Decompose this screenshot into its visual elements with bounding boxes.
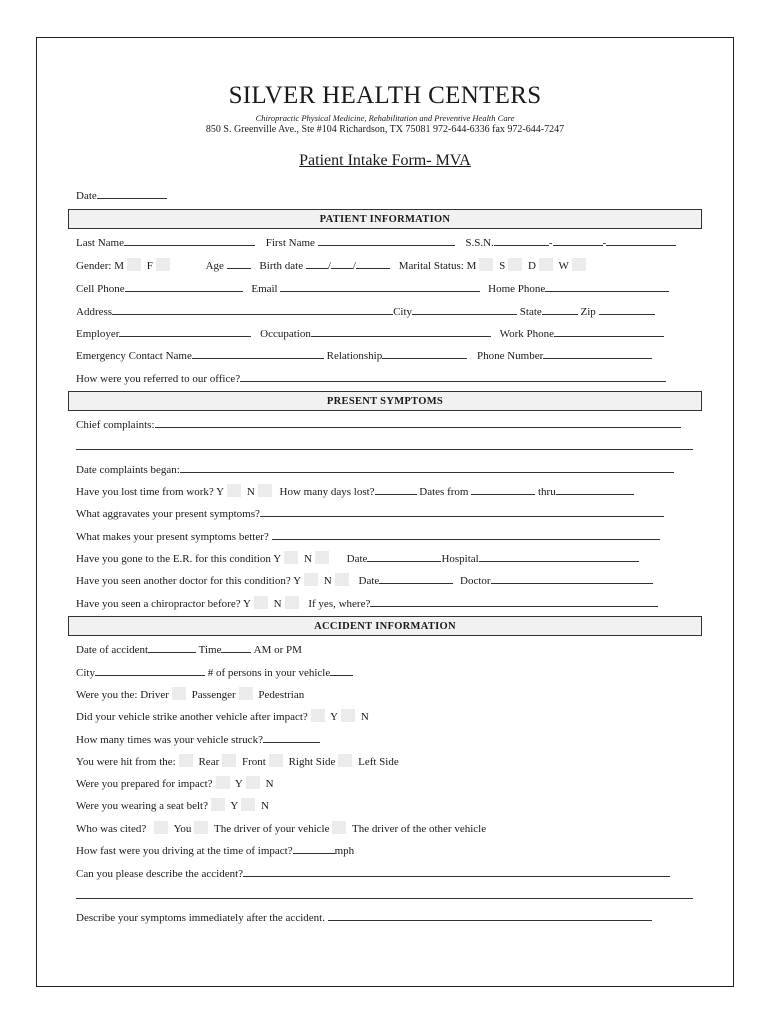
marital-status-label: Marital Status:	[398, 260, 464, 272]
another-doctor-label: Have you seen another doctor for this condition?	[76, 575, 291, 587]
cited-other-driver-checkbox[interactable]	[332, 821, 346, 834]
state-label: State	[519, 306, 542, 318]
chief-complaints-row-2	[76, 439, 723, 454]
birth-date-label: Birth date	[259, 260, 304, 272]
gender-label: Gender:	[76, 260, 112, 272]
lost-time-n-checkbox[interactable]	[258, 484, 272, 497]
describe-accident-row-2	[76, 888, 723, 903]
strike-row	[76, 709, 723, 724]
mph-label: mph	[334, 845, 355, 857]
clinic-name: SILVER HEALTH CENTERS	[228, 82, 542, 109]
er-label: Have you gone to the E.R. for this condition	[76, 553, 271, 565]
hit-from-row	[76, 754, 723, 769]
another-doctor-n-checkbox[interactable]	[335, 573, 349, 586]
strike-y-label: Y	[330, 711, 339, 723]
accident-date-field[interactable]	[148, 642, 196, 653]
form-title: Patient Intake Form- MVA	[299, 152, 471, 169]
gender-row: Gender: M F Age Birth date / / Marital Status: M S D W	[76, 258, 723, 273]
another-doctor-n-label: N	[323, 575, 332, 587]
emergency-contact-label: Emergency Contact Name	[76, 350, 192, 362]
if-yes-where-field[interactable]	[370, 596, 658, 607]
persons-label: # of persons in your vehicle	[207, 667, 331, 679]
chiropractor-label: Have you seen a chiropractor before?	[76, 598, 241, 610]
ssn-label: S.S.N.	[465, 237, 494, 249]
persons-field[interactable]	[330, 665, 353, 676]
symptoms-after-label: Describe your symptoms immediately after the accident.	[76, 912, 325, 924]
thru-label: thru	[537, 486, 556, 498]
marital-m-label: M	[466, 260, 477, 272]
seat-belt-n-label: N	[261, 800, 269, 812]
front-checkbox[interactable]	[222, 754, 236, 767]
er-n-label: N	[303, 553, 312, 565]
better-label: What makes your present symptoms better?	[76, 531, 269, 543]
front-label: Front	[241, 756, 266, 768]
age-label: Age	[205, 260, 224, 272]
hospital-label: Hospital	[441, 553, 479, 565]
accident-city-field[interactable]	[95, 665, 205, 676]
cited-you-checkbox[interactable]	[154, 821, 168, 834]
phone-number-field[interactable]	[543, 348, 652, 359]
lost-time-row	[76, 484, 723, 499]
chief-complaints-row	[76, 417, 723, 432]
prepared-n-checkbox[interactable]	[246, 776, 260, 789]
section-header-symptoms: PRESENT SYMPTOMS	[68, 391, 702, 411]
prepared-label: Were you prepared for impact?	[76, 778, 213, 790]
cited-your-driver-checkbox[interactable]	[194, 821, 208, 834]
date-row	[76, 188, 723, 203]
struck-row	[76, 732, 723, 747]
am-pm-label: AM or PM	[253, 644, 302, 656]
home-phone-label: Home Phone	[488, 283, 546, 295]
phone-number-label: Phone Number	[476, 350, 544, 362]
prepared-y-label: Y	[234, 778, 243, 790]
better-row	[76, 529, 723, 544]
accident-date-label: Date of accident	[76, 644, 149, 656]
first-name-label: First Name	[265, 237, 315, 249]
chief-complaints-field[interactable]	[155, 417, 681, 428]
cell-phone-label: Cell Phone	[76, 283, 125, 295]
er-row	[76, 551, 723, 566]
prepared-n-label: N	[265, 778, 274, 790]
describe-accident-field-2[interactable]	[76, 888, 693, 899]
chiropractor-n-label: N	[273, 598, 282, 610]
clinic-address: 850 S. Greenville Ave., Ste #104 Richardson, TX 75081 972-644-6336 fax 972-644-7247	[205, 124, 565, 135]
relationship-label: Relationship	[326, 350, 383, 362]
seat-belt-label: Were you wearing a seat belt?	[76, 800, 208, 812]
better-field[interactable]	[272, 529, 660, 540]
gender-m-label: M	[114, 260, 124, 272]
prepared-y-checkbox[interactable]	[216, 776, 230, 789]
seat-belt-y-checkbox[interactable]	[211, 798, 225, 811]
address-label: Address	[76, 306, 113, 318]
work-phone-field[interactable]	[554, 326, 664, 337]
name-row: Last Name First Name S.S.N. - -	[76, 235, 723, 250]
gender-m-checkbox[interactable]	[127, 258, 141, 271]
chiropractor-y-checkbox[interactable]	[254, 596, 268, 609]
intake-form-page	[36, 37, 734, 987]
marital-d-label: D	[527, 260, 536, 272]
left-side-checkbox[interactable]	[338, 754, 352, 767]
accident-time-label: Time	[198, 644, 222, 656]
referral-label: How were you referred to our office?	[76, 373, 241, 385]
aggravates-label: What aggravates your present symptoms?	[76, 508, 260, 520]
er-date-label: Date	[346, 553, 368, 565]
date-complaints-row	[76, 462, 723, 477]
date-complaints-field[interactable]	[180, 462, 674, 473]
referral-row	[76, 371, 723, 386]
accident-city-row	[76, 665, 723, 680]
clinic-tagline: Chiropractic Physical Medicine, Rehabilitation and Preventive Health Care	[255, 113, 515, 123]
cited-you-label: You	[173, 823, 192, 835]
driver-checkbox[interactable]	[172, 687, 186, 700]
doctor-label: Doctor	[460, 575, 491, 587]
another-doctor-y-label: Y	[293, 575, 302, 587]
seat-belt-row	[76, 798, 723, 813]
chiropractor-n-checkbox[interactable]	[285, 596, 299, 609]
rear-label: Rear	[198, 756, 220, 768]
relationship-field[interactable]	[382, 348, 467, 359]
occupation-field[interactable]	[311, 326, 491, 337]
marital-s-checkbox[interactable]	[508, 258, 522, 271]
zip-label: Zip	[580, 306, 596, 318]
chief-complaints-field-2[interactable]	[76, 439, 693, 450]
struck-field[interactable]	[263, 732, 320, 743]
another-doctor-date-field[interactable]	[379, 573, 453, 584]
employer-label: Employer	[76, 328, 120, 340]
er-y-checkbox[interactable]	[284, 551, 298, 564]
role-label: Were you the:	[76, 689, 138, 701]
speed-field[interactable]	[293, 843, 335, 854]
date-field[interactable]	[97, 188, 167, 199]
date-complaints-label: Date complaints began:	[76, 464, 180, 476]
emergency-contact-field[interactable]	[192, 348, 324, 359]
chief-complaints-label: Chief complaints:	[76, 419, 155, 431]
chiropractor-y-label: Y	[242, 598, 251, 610]
passenger-label: Passenger	[191, 689, 236, 701]
referral-field[interactable]	[240, 371, 666, 382]
gender-f-checkbox[interactable]	[156, 258, 170, 271]
left-side-label: Left Side	[358, 756, 399, 768]
doctor-field[interactable]	[491, 573, 653, 584]
last-name-field[interactable]	[124, 235, 255, 246]
state-field[interactable]	[542, 304, 578, 315]
marital-m-checkbox[interactable]	[479, 258, 493, 271]
date-label: Date	[76, 190, 97, 202]
another-doctor-row	[76, 573, 723, 588]
address-field[interactable]	[112, 304, 393, 315]
passenger-checkbox[interactable]	[239, 687, 253, 700]
seat-belt-n-checkbox[interactable]	[241, 798, 255, 811]
marital-s-label: S	[499, 260, 506, 272]
symptoms-after-row	[76, 910, 723, 925]
speed-label: How fast were you driving at the time of impact?	[76, 845, 293, 857]
accident-time-field[interactable]	[221, 642, 251, 653]
rear-checkbox[interactable]	[179, 754, 193, 767]
marital-d-checkbox[interactable]	[539, 258, 553, 271]
cell-phone-field[interactable]	[125, 281, 243, 292]
phone-row	[76, 281, 723, 296]
right-side-checkbox[interactable]	[269, 754, 283, 767]
ssn-field-3[interactable]	[606, 235, 676, 246]
city-field[interactable]	[412, 304, 517, 315]
describe-accident-field[interactable]	[243, 866, 670, 877]
marital-w-checkbox[interactable]	[572, 258, 586, 271]
describe-accident-label: Can you please describe the accident?	[76, 868, 244, 880]
role-row	[76, 687, 723, 702]
gender-f-label: F	[146, 260, 153, 272]
if-yes-where-label: If yes, where?	[308, 598, 371, 610]
employer-row	[76, 326, 723, 341]
city-label: City	[393, 306, 413, 318]
ssn-field-1[interactable]	[494, 235, 549, 246]
strike-y-checkbox[interactable]	[311, 709, 325, 722]
lost-time-n-label: N	[246, 486, 255, 498]
accident-date-row	[76, 642, 723, 657]
symptoms-after-field[interactable]	[328, 910, 652, 921]
emergency-row	[76, 348, 723, 363]
aggravates-row	[76, 506, 723, 521]
hospital-field[interactable]	[479, 551, 639, 562]
dates-from-label: Dates from	[419, 486, 469, 498]
pedestrian-label: Pedestrian	[258, 689, 305, 701]
email-label: Email	[251, 283, 278, 295]
hit-from-label: You were hit from the:	[76, 756, 176, 768]
lost-time-y-checkbox[interactable]	[227, 484, 241, 497]
cited-other-driver-label: The driver of the other vehicle	[352, 823, 487, 835]
driver-label: Driver	[140, 689, 169, 701]
section-header-patient: PATIENT INFORMATION	[68, 209, 702, 229]
last-name-label: Last Name	[76, 237, 124, 249]
work-phone-label: Work Phone	[499, 328, 555, 340]
er-y-label: Y	[273, 553, 282, 565]
birth-day-field[interactable]	[331, 258, 353, 269]
er-date-field[interactable]	[367, 551, 441, 562]
accident-city-label: City	[76, 667, 95, 679]
section-header-accident: ACCIDENT INFORMATION	[68, 616, 702, 636]
another-doctor-y-checkbox[interactable]	[304, 573, 318, 586]
seat-belt-y-label: Y	[230, 800, 239, 812]
cited-your-driver-label: The driver of your vehicle	[214, 823, 330, 835]
thru-field[interactable]	[556, 484, 634, 495]
marital-w-label: W	[558, 260, 569, 272]
dates-from-field[interactable]	[471, 484, 535, 495]
er-n-checkbox[interactable]	[315, 551, 329, 564]
strike-label: Did your vehicle strike another vehicle after impact?	[76, 711, 308, 723]
ssn-field-2[interactable]	[553, 235, 603, 246]
another-doctor-date-label: Date	[358, 575, 380, 587]
cited-label: Who was cited?	[76, 823, 147, 835]
home-phone-field[interactable]	[545, 281, 669, 292]
cited-row	[76, 821, 723, 836]
days-lost-label: How many days lost?	[279, 486, 375, 498]
birth-year-field[interactable]	[356, 258, 390, 269]
address-row	[76, 304, 723, 319]
occupation-label: Occupation	[260, 328, 311, 340]
lost-time-label: Have you lost time from work?	[76, 486, 214, 498]
strike-n-checkbox[interactable]	[341, 709, 355, 722]
employer-field[interactable]	[119, 326, 251, 337]
speed-row	[76, 843, 723, 858]
days-lost-field[interactable]	[375, 484, 417, 495]
chiropractor-row	[76, 596, 723, 611]
right-side-label: Right Side	[288, 756, 336, 768]
struck-label: How many times was your vehicle struck?	[76, 734, 263, 746]
lost-time-y-label: Y	[216, 486, 225, 498]
birth-month-field[interactable]	[306, 258, 328, 269]
email-field[interactable]	[280, 281, 480, 292]
first-name-field[interactable]	[318, 235, 455, 246]
strike-n-label: N	[360, 711, 369, 723]
prepared-row	[76, 776, 723, 791]
describe-accident-row	[76, 866, 723, 881]
zip-field[interactable]	[599, 304, 655, 315]
age-field[interactable]	[227, 258, 251, 269]
aggravates-field[interactable]	[260, 506, 664, 517]
